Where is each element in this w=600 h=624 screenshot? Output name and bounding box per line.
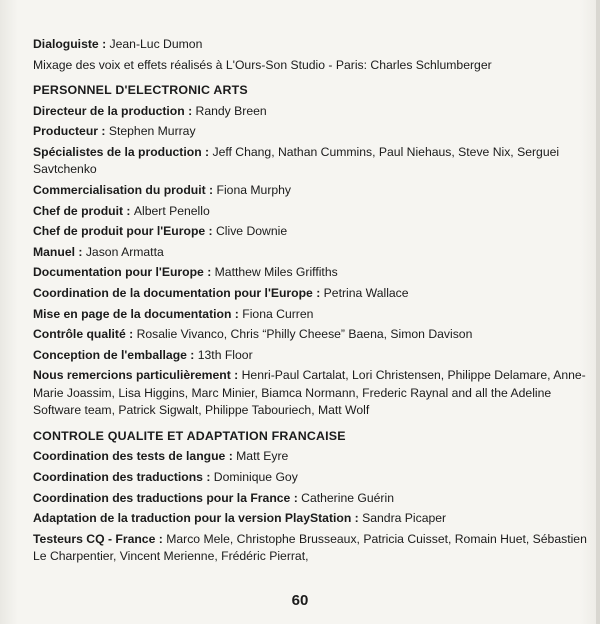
credit-role: Mise en page de la documentation : bbox=[33, 306, 243, 321]
credit-line bbox=[33, 262, 588, 283]
credit-line bbox=[33, 324, 588, 345]
credit-names: Sandra Picaper bbox=[362, 511, 447, 526]
credit-role: Contrôle qualité : bbox=[33, 327, 137, 342]
credit-line bbox=[33, 488, 588, 509]
credit-role: Documentation pour l'Europe : bbox=[33, 265, 215, 280]
credit-role: Coordination des traductions pour la France : bbox=[33, 490, 302, 505]
credit-role: Conception de l'emballage : bbox=[33, 347, 198, 362]
credit-role: Commercialisation du produit : bbox=[33, 182, 217, 197]
credit-role: Chef de produit pour l'Europe : bbox=[33, 224, 216, 239]
credit-names: Fiona Curren bbox=[242, 306, 314, 321]
credit-names: Catherine Guérin bbox=[301, 490, 394, 505]
section-heading-cq: CONTROLE QUALITE ET ADAPTATION FRANCAISE bbox=[33, 428, 346, 443]
credit-role: Coordination des tests de langue : bbox=[33, 449, 237, 464]
credit-role: Spécialistes de la production : bbox=[33, 144, 213, 159]
page-number: 60 bbox=[291, 592, 309, 609]
credit-role: Chef de produit : bbox=[33, 203, 134, 218]
credit-names: Rosalie Vivanco, Chris “Philly Cheese” Baena, Simon Davison bbox=[136, 327, 473, 342]
credit-names: Matthew Miles Griffiths bbox=[214, 265, 338, 280]
credit-line bbox=[33, 180, 588, 201]
credit-role: Nous remercions particulièrement : bbox=[33, 368, 242, 383]
credit-names: Jason Armatta bbox=[85, 244, 164, 259]
credit-names: Jean-Luc Dumon bbox=[109, 37, 203, 51]
credit-role: Testeurs CQ - France : bbox=[33, 531, 167, 546]
credit-line bbox=[33, 529, 588, 567]
credit-names: Albert Penello bbox=[133, 203, 210, 218]
credit-line bbox=[33, 365, 588, 421]
credit-names: Henri-Paul Cartalat, Lori Christensen, Philippe Delamare, Anne-Marie Joassim, Lisa Higgins, Marc Minier, Biamca Normann, Frederic Raynal and all the Adeline Software team, Patrick Sigwalt, Philippe Tabouriech, Matt Wolf bbox=[33, 368, 586, 418]
credit-names: Stephen Murray bbox=[108, 124, 196, 139]
credit-names: Mixage des voix et effets réalisés à L'Ours-Son Studio - Paris: Charles Schlumberger bbox=[33, 57, 492, 72]
credit-line bbox=[33, 467, 588, 488]
credit-line bbox=[33, 142, 588, 180]
credit-names: Jeff Chang, Nathan Cummins, Paul Niehaus, Steve Nix, Serguei Savtchenko bbox=[33, 144, 560, 177]
credit-line bbox=[33, 345, 588, 366]
credit-line bbox=[33, 201, 588, 222]
credit-names: Randy Breen bbox=[195, 103, 267, 118]
credits-content bbox=[33, 34, 588, 567]
credit-names: Petrina Wallace bbox=[323, 285, 409, 300]
credit-role: Adaptation de la traduction pour la version PlayStation : bbox=[33, 511, 363, 526]
credit-line bbox=[33, 242, 588, 263]
credit-line bbox=[33, 304, 588, 325]
credit-line bbox=[33, 34, 588, 55]
credit-names: Matt Eyre bbox=[236, 449, 289, 464]
credit-names: 13th Floor bbox=[197, 347, 253, 362]
credit-role: Coordination des traductions : bbox=[33, 470, 214, 484]
credit-names: Dominique Goy bbox=[213, 470, 298, 484]
credit-role: Manuel : bbox=[33, 244, 86, 259]
credit-role: Directeur de la production : bbox=[33, 103, 196, 118]
credit-role: Producteur : bbox=[33, 124, 109, 139]
credit-line bbox=[33, 446, 588, 467]
page-edge bbox=[596, 0, 600, 624]
credit-line bbox=[33, 221, 588, 242]
credit-names: Fiona Murphy bbox=[216, 182, 292, 197]
credit-line bbox=[33, 283, 588, 304]
credit-line bbox=[33, 508, 588, 529]
credit-names: Marco Mele, Christophe Brusseaux, Patricia Cuisset, Romain Huet, Sébastien Le Charpentier, Vincent Merienne, Frédéric Pierrat, bbox=[33, 531, 587, 564]
credit-names: Clive Downie bbox=[216, 224, 288, 239]
credit-role: Coordination de la documentation pour l'Europe : bbox=[33, 285, 324, 300]
credit-line bbox=[33, 55, 588, 76]
credit-line bbox=[33, 101, 588, 122]
section-heading-ea: PERSONNEL D'ELECTRONIC ARTS bbox=[33, 83, 248, 98]
credit-line bbox=[33, 121, 588, 142]
credit-role: Dialoguiste : bbox=[33, 37, 110, 51]
